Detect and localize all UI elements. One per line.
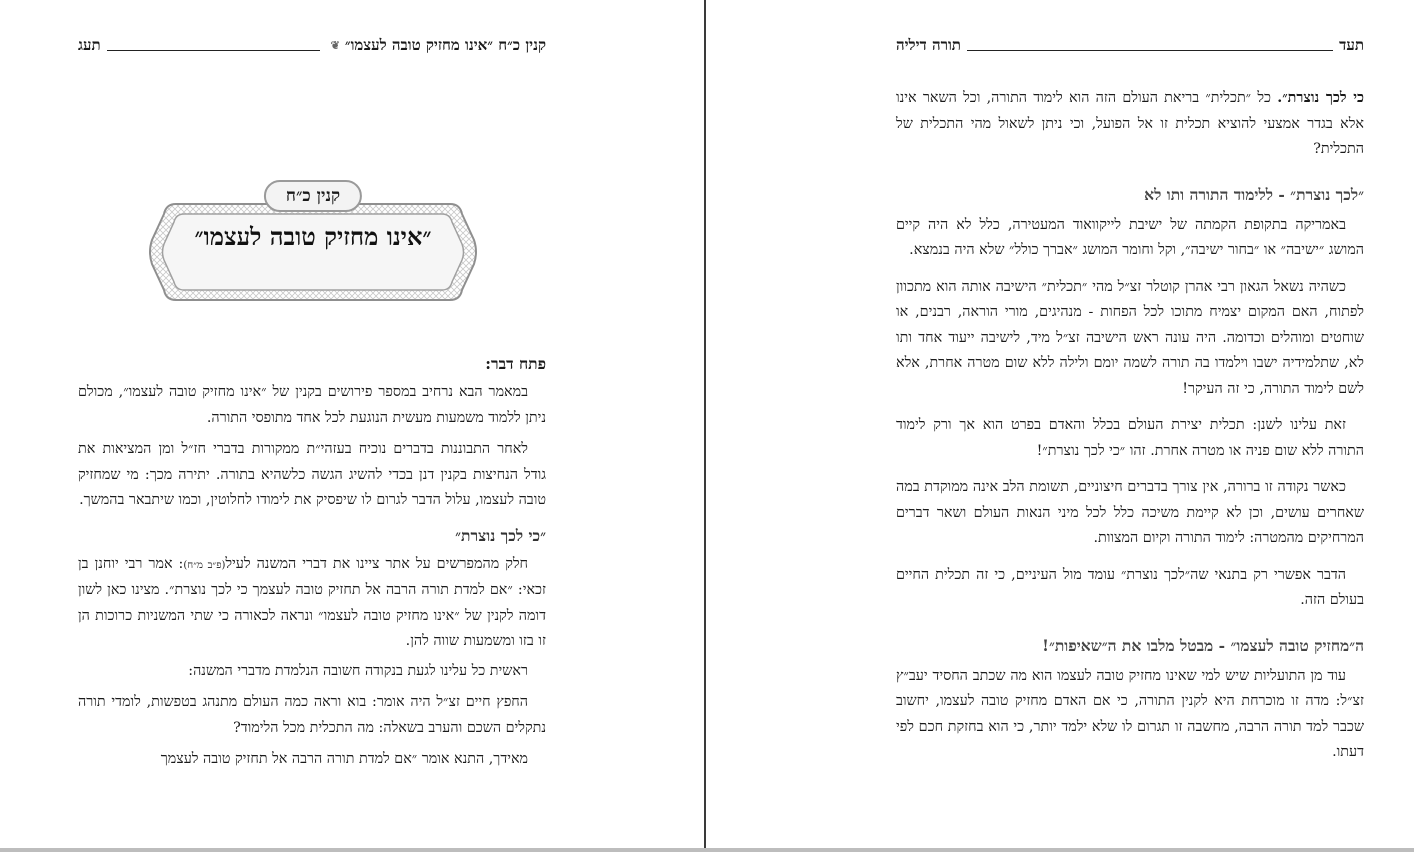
right-paragraph-4: כאשר נקודה זו ברורה, אין צורך בדברים חיצוניים, תשומת הלב אינה ממוקדת במה שאחרים עושים, וכן לא קיימת משיכה כלל לכל מיני הנאות העולם ושאר דברים המרחיקים מהמטרה: לימוד התורה וקיום המצוות. (896, 479, 1364, 546)
chapter-title: ״אינו מחזיק טובה לעצמו״ (194, 222, 432, 251)
left-paragraph-4: ראשית כל עלינו לגעת בנקודה חשובה הנלמדת מדברי המשנה: (188, 662, 528, 679)
left-paragraph-1: במאמר הבא נרחיב במספר פירושים בקנין של ״אינו מחזיק טובה לעצמו״, מכולם ניתן ללמוד משמעות מעשית הנוגעת לכל אחד מתופסי התורה. (78, 384, 546, 426)
left-body (78, 352, 546, 773)
para-3-rest: : אמר רבי יוחנן בן זכאי: ״אם למדת תורה הרבה אל תחזיק טובה לעצמך כי לכך נוצרת״. מצינו כאן לשון דומה לקנין של ״אינו מחזיק טובה לעצמו״ ונראה לכאורה כי שתי המשניות כרוכות הן זו בזו ומשמעות שווה להן. (78, 555, 546, 649)
left-page-number: תעג (78, 35, 101, 54)
right-page-number: תעד (1339, 35, 1364, 54)
right-subheading-1: ״לכך נוצרת״ - ללימוד התורה ותו לא (1144, 184, 1364, 204)
page-gutter (704, 0, 706, 848)
left-paragraph-3 (78, 552, 546, 655)
left-paragraph-5: החפץ חיים זצ״ל היה אומר: בוא וראה כמה העולם מתנהג בטפשות, לומדי תורה נתקלים השכם והערב בשאלה: מה התכלית מכל הלימוד? (78, 694, 546, 736)
right-page (896, 0, 1364, 848)
book-title: תורה דיליה (896, 35, 961, 54)
intro-rest: כל ״תכלית״ בריאת העולם הזה הוא לימוד התורה, וכל השאר אינו אלא בגדר אמצעי להוציא תכלית זו אל הפועל, וכי ניתן לשאול מהי התכלית של התכלית? (896, 90, 1364, 157)
left-paragraph-6: מאידך, התנא אומר ״אם למדת תורה הרבה אל תחזיק טובה לעצמך (160, 751, 528, 767)
right-subheading-2: ה״מחזיק טובה לעצמו״ - מבטל מלבו את ה״שאיפות״! (1042, 635, 1364, 655)
right-paragraph-1: באמריקה בתקופת הקמתה של ישיבת לייקוואוד המעטירה, כלל לא היה קיים המושג ״ישיבה״ או ״בחור ישיבה״, וקל וחומר המושג ״אברך כולל״ שלא היה בנמצא. (896, 216, 1364, 258)
right-body (896, 86, 1364, 766)
right-paragraph-3: זאת עלינו לשנן: תכלית יצירת העולם בכלל והאדם בפרט הוא אך ורק לימוד התורה ללא שום פניה או מטרה אחרת. זהו ״כי לכך נוצרת״! (896, 417, 1364, 459)
right-paragraph-2: כשהיה נשאל הגאון רבי אהרן קוטלר זצ״ל מהי ״תכלית״ הישיבה אותה הוא מתכוון לפתוח, האם המקום יצמיח מתוכו לכל הפחות - מנהיגים, מורי הוראה, רבנים, או שוחטים ומוהלים וכדומה. היה עונה ראש הישיבה זצ״ל מיד, לישיבה ייעוד אחד ותו לא, שתלמידיה ישבו וילמדו בה תורה לשמה יומם ולילה ללא שום מטרה אחרת, אלא לשם לימוד התורה, כי זה העיקר! (896, 278, 1364, 397)
chapter-title-plaque (148, 180, 478, 304)
header-rule (107, 40, 320, 51)
right-paragraph-5: הדבר אפשרי רק בתנאי שה״לכך נוצרת״ עומד מול העיניים, כי זה תכלית החיים בעולם הזה. (896, 566, 1364, 608)
ornament-icon: ❦ (330, 38, 340, 52)
plaque-frame-icon (148, 200, 478, 304)
chapter-tag: קנין כ״ח (264, 180, 362, 212)
header-rule (967, 40, 1333, 51)
window-bottom-edge (0, 848, 1414, 852)
mishna-reference: (פ״ב מ״ח) (183, 559, 226, 571)
right-intro-paragraph (896, 86, 1364, 163)
para-3-start: חלק מהמפרשים על אתר ציינו את דברי המשנה לעיל (225, 555, 528, 572)
right-running-head (896, 34, 1364, 56)
left-subheading: ״כי לכך נוצרת״ (455, 525, 546, 545)
left-running-head (78, 34, 546, 56)
running-title: קנין כ״ח ״אינו מחזיק טובה לעצמו״ (344, 35, 546, 54)
intro-lead: כי לכך נוצרת״. (1277, 90, 1364, 106)
left-paragraph-2: לאחר התבוננות בדברים נוכיח בעזהי״ת ממקורות בדברי חז״ל ומן המציאות את גודל הנחיצות בקנין דנן בכדי להשיג הגשה כלשהיא בתורה. יתירה מכך: מי שמחזיק טובה לעצמו, עלול הדבר לגרום לו שיפסיק את לימודו לחלוטין, וכמו שיתבאר בהמשך. (78, 441, 546, 508)
right-paragraph-6: עוד מן התועליות שיש למי שאינו מחזיק טובה לעצמו הוא מה שכתב החסיד יעב״ץ זצ״ל: מדה זו מוכרחת היא לקנין התורה, כי אם האדם מחזיק טובה לעצמו, יחשוב שכבר למד תורה הרבה, מחשבה זו תגרום לו שלא ילמד יותר, כי הוא בחזקת חכם לפי דעתו. (896, 667, 1364, 760)
left-page (78, 0, 546, 848)
preface-heading: פתח דבר: (485, 354, 546, 373)
